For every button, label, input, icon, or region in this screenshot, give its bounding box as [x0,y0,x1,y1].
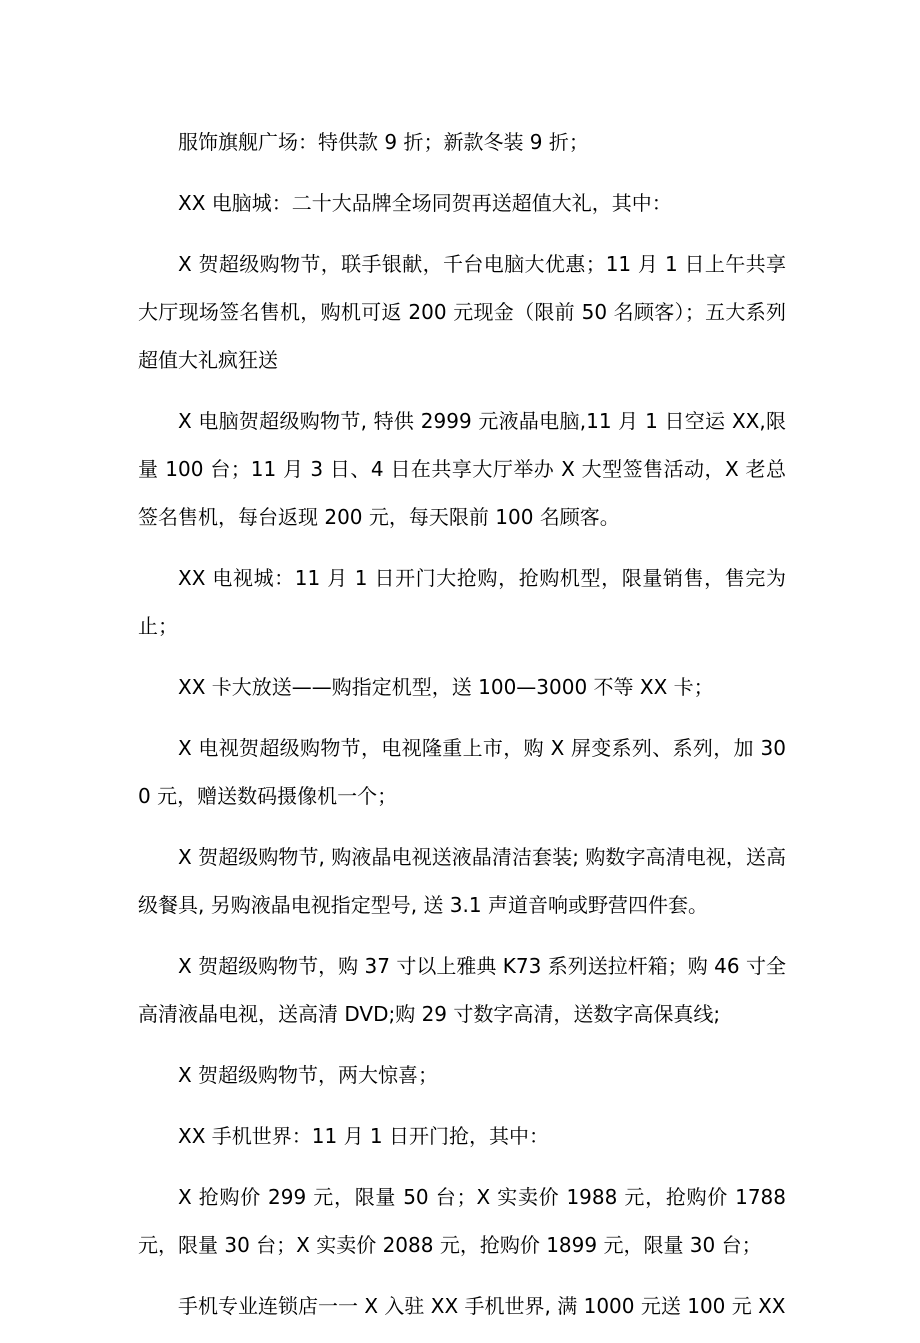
paragraph-11: XX 手机世界：11 月 1 日开门抢，其中： [178,1124,550,1148]
paragraph-8: X 贺超级购物节, 购液晶电视送液晶清洁套装; 购数字高清电视，送高级餐具, 另购液晶电视指定型号, 送 3.1 声道音响或野营四件套。 [138,845,786,917]
document-page [138,118,786,1343]
paragraph-5: XX 电视城：11 月 1 日开门大抢购，抢购机型，限量销售，售完为止； [138,566,786,638]
paragraph-4: X 电脑贺超级购物节, 特供 2999 元液晶电脑,11 月 1 日空运 XX,限量 100 台；11 月 3 日、4 日在共享大厅举办 X 大型签售活动，X 老总签名售机，每台返现 200 元，每天限前 100 名顾客。 [138,409,786,529]
paragraph-1: 服饰旗舰广场：特供款 9 折；新款冬装 9 折； [178,130,589,154]
paragraph-13: 手机专业连锁店一一 X 入驻 XX 手机世界, 满 1000 元送 100 元 XX [178,1294,786,1318]
paragraph-2: XX 电脑城：二十大品牌全场同贺再送超值大礼，其中： [178,191,672,215]
paragraph-3: X 贺超级购物节，联手银献，千台电脑大优惠；11 月 1 日上午共享大厅现场签名售机，购机可返 200 元现金（限前 50 名顾客）；五大系列超值大礼疯狂送 [138,252,786,372]
paragraph-10: X 贺超级购物节，两大惊喜； [178,1063,439,1087]
paragraph-9: X 贺超级购物节，购 37 寸以上雅典 K73 系列送拉杆箱；购 46 寸全高清液晶电视，送高清 DVD;购 29 寸数字高清，送数字高保真线; [138,954,786,1026]
paragraph-7: X 电视贺超级购物节，电视隆重上市，购 X 屏变系列、系列，加 300 元，赠送数码摄像机一个； [138,736,786,808]
paragraph-12: X 抢购价 299 元，限量 50 台；X 实卖价 1988 元，抢购价 1788 元，限量 30 台；X 实卖价 2088 元，抢购价 1899 元，限量 30 台； [138,1185,786,1257]
paragraph-6: XX 卡大放送——购指定机型，送 100—3000 不等 XX 卡； [178,675,714,699]
